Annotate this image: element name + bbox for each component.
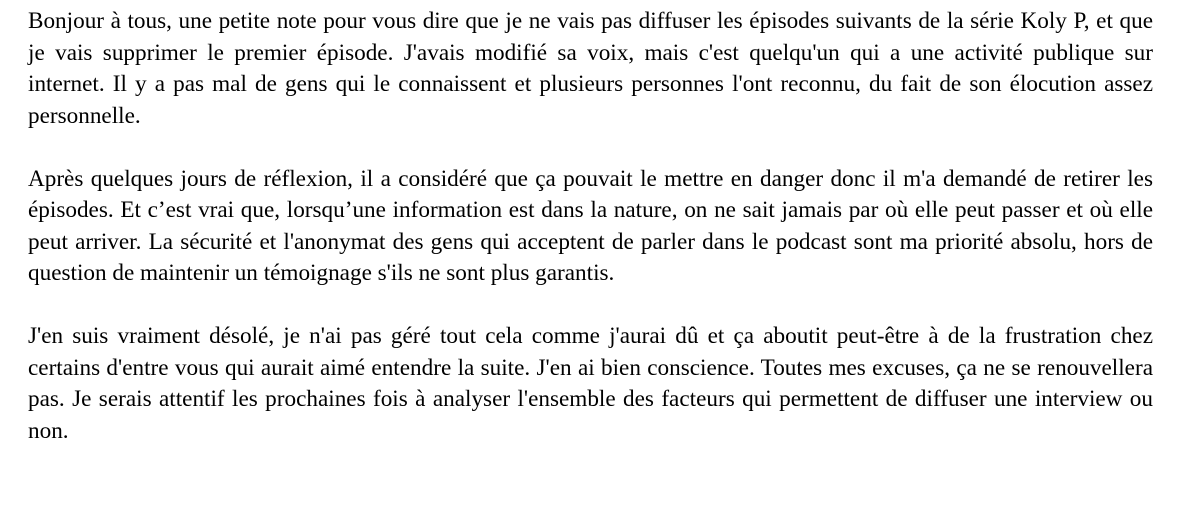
announcement-note (28, 6, 1153, 447)
paragraph-apology: J'en suis vraiment désolé, je n'ai pas géré tout cela comme j'aurai dû et ça aboutit peut-être à de la frustration chez certains d'entre vous qui aurait aimé entendre la suite. J'en ai bien conscience. Toutes mes excuses, ça ne se renouvellera pas. Je serais attentif les prochaines fois à analyser l'ensemble des facteurs qui permettent de diffuser une interview ou non. (28, 323, 1153, 444)
paragraph-intro: Bonjour à tous, une petite note pour vous dire que je ne vais pas diffuser les épisodes suivants de la série Koly P, et que je vais supprimer le premier épisode. J'avais modifié sa voix, mais c'est quelqu'un qui a une activité publique sur internet. Il y a pas mal de gens qui le connaissent et plusieurs personnes l'ont reconnu, du fait de son élocution assez personnelle. (28, 8, 1153, 129)
paragraph-reflection: Après quelques jours de réflexion, il a considéré que ça pouvait le mettre en danger donc il m'a demandé de retirer les épisodes. Et c’est vrai que, lorsqu’une information est dans la nature, on ne sait jamais par où elle peut passer et où elle peut arriver. La sécurité et l'anonymat des gens qui acceptent de parler dans le podcast sont ma priorité absolu, hors de question de maintenir un témoignage s'ils ne sont plus garantis. (28, 165, 1153, 286)
